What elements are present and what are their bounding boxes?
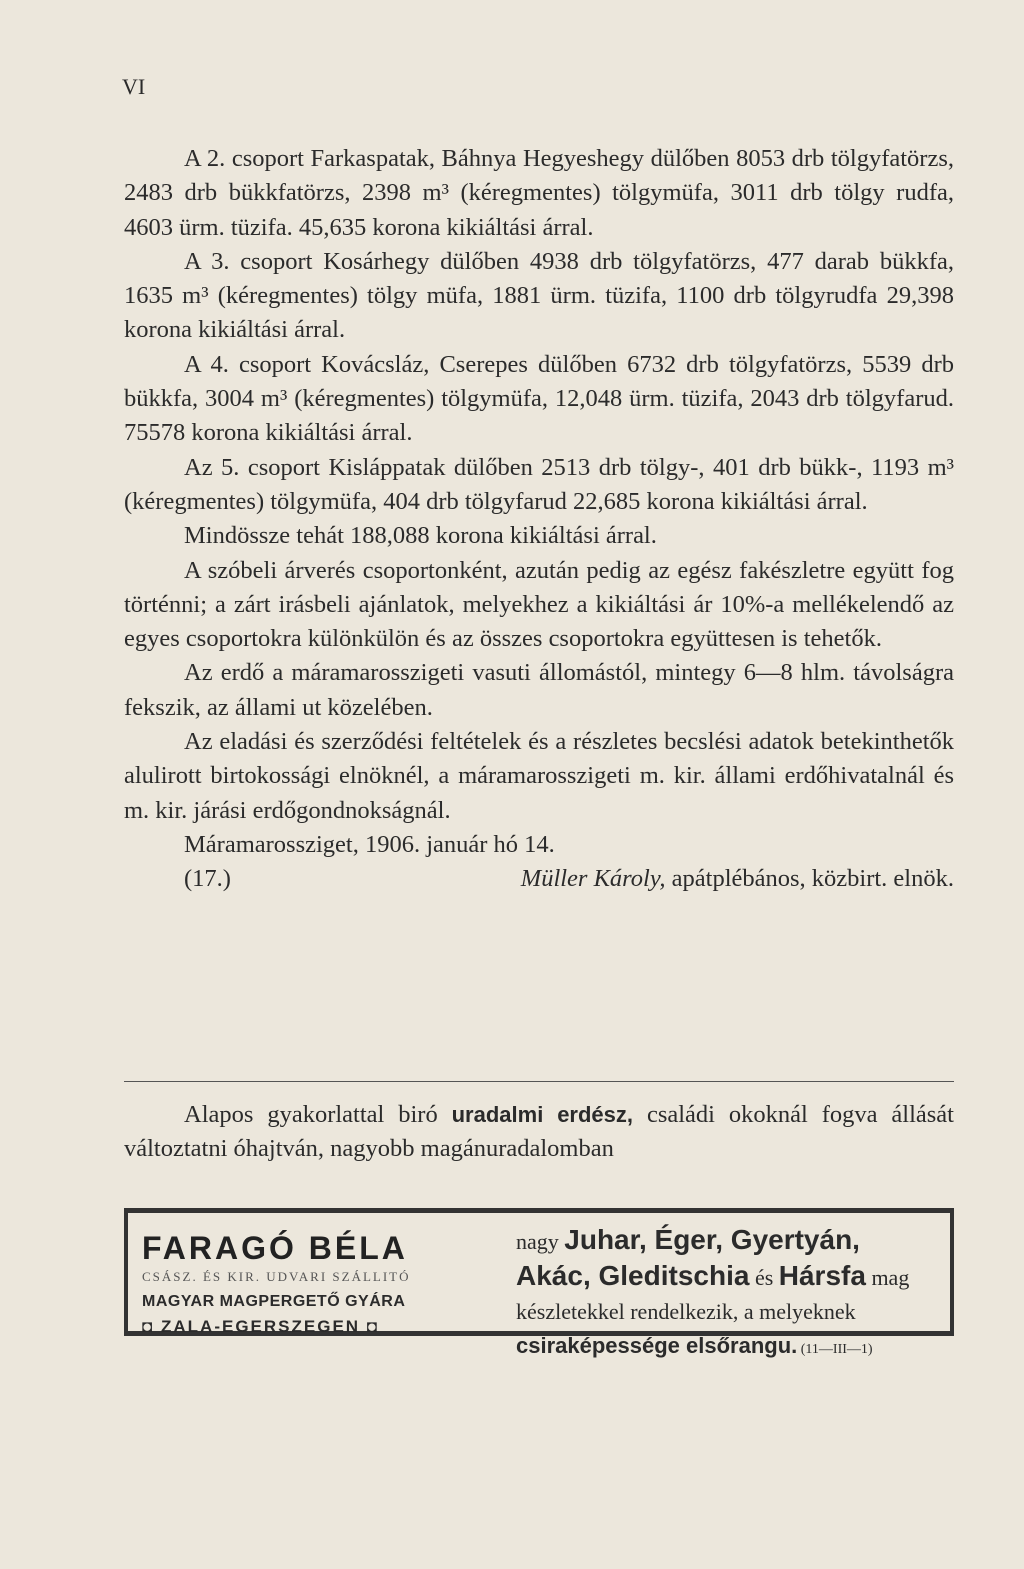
ad-desc-big: Hársfa xyxy=(778,1260,866,1291)
ad-text-part: Alapos gyakorlattal biró xyxy=(184,1101,452,1128)
paragraph: Az eladási és szerződési feltételek és a részletes becslési adatok betekinthetők alulirott birtokossági elnöknél, a máramarosszigeti m. kir. állami erdőhivatalnál és m. kir. járási erdőgondnokságnál. xyxy=(124,728,954,824)
page-number: VI xyxy=(122,74,146,99)
ad-desc-part: nagy xyxy=(516,1229,565,1254)
signature-ref: (17.) xyxy=(184,865,231,893)
paragraph: A 3. csoport Kosárhegy dülőben 4938 drb tölgyfatörzs, 477 darab bükkfa, 1635 m³ (kéregmentes) tölgy müfa, 1881 ürm. tüzifa, 1100 drb tölgyrudfa 29,398 korona kikiáltási árral. xyxy=(124,247,954,344)
paragraph: Máramarossziget, 1906. január hó 14. xyxy=(184,830,555,858)
paragraph: A szóbeli árverés csoportonként, azután pedig az egész fakészletre együtt fog történni; a zárt irásbeli ajánlatok, melyekhez a kikiáltási ár 10%-a mellékelendő az egyes csoportokra különkülön és az összes csoportokra együttesen is tehetők. xyxy=(124,556,954,653)
paragraph: Az erdő a máramarosszigeti vasuti állomástól, mintegy 6—8 hlm. távolságra fekszik, az állami ut közelében. xyxy=(124,659,954,721)
ad-desc-part: és xyxy=(749,1265,779,1290)
firm-location: ◘ ZALA-EGERSZEGEN ◘ xyxy=(142,1317,380,1336)
signature xyxy=(124,862,954,896)
paragraph: A 4. csoport Kovácsláz, Cserepes dülőben 6732 drb tölgyfatörzs, 5539 drb bükkfa, 3004 m³ (kéregmentes) tölgymüfa, 12,048 ürm. tüzifa, 2043 drb tölgyfarud. 75578 korona kikiáltási árral. xyxy=(124,350,954,447)
paragraph: Az 5. csoport Kisláppatak dülőben 2513 drb tölgy-, 401 drb bükk-, 1193 m³ (kéregmentes) tölgymüfa, 404 drb tölgyfarud 22,685 korona kikiáltási árral. xyxy=(124,453,954,515)
classified-ad xyxy=(124,1098,954,1167)
ad-text-part: családi okoknál fogva állását változtatni óhajtván, nagyobb magánuradalomban xyxy=(124,1101,954,1163)
firm-subtitle: CSÁSZ. ÉS KIR. UDVARI SZÁLLITÓ xyxy=(142,1269,411,1284)
paragraph: Mindössze tehát 188,088 korona kikiáltási árral. xyxy=(184,522,657,550)
ad-description xyxy=(516,1223,936,1367)
paragraph: A 2. csoport Farkaspatak, Báhnya Hegyeshegy dülőben 8053 drb tölgyfatörzs, 2483 drb bükkfatörzs, 2398 m³ (kéregmentes) tölgymüfa, 3011 drb tölgy rudfa, 4603 ürm. tüzifa. 45,635 korona kikiáltási árral. xyxy=(124,145,954,241)
ad-desc-big: Juhar, Éger, Gyertyán, Akác, Gleditschia xyxy=(516,1224,860,1291)
body-text xyxy=(124,142,954,897)
ad-desc-bold: csiraképessége elsőrangu. xyxy=(516,1333,798,1358)
divider xyxy=(124,1081,954,1082)
ad-firm-block xyxy=(142,1231,502,1337)
ad-desc-part: mag készletekkel rendelkezik, a melyeknek xyxy=(516,1265,910,1324)
signature-title: apátplébános, közbirt. elnök. xyxy=(671,865,954,893)
firm-name: FARAGÓ BÉLA xyxy=(142,1230,408,1266)
signature-name: Müller Károly, xyxy=(520,865,666,893)
ad-desc-ref: (11—III—1) xyxy=(797,1342,873,1357)
ad-text-bold: uradalmi erdész, xyxy=(451,1102,634,1127)
firm-line: MAGYAR MAGPERGETŐ GYÁRA xyxy=(142,1293,406,1310)
advertisement-box xyxy=(124,1208,954,1358)
